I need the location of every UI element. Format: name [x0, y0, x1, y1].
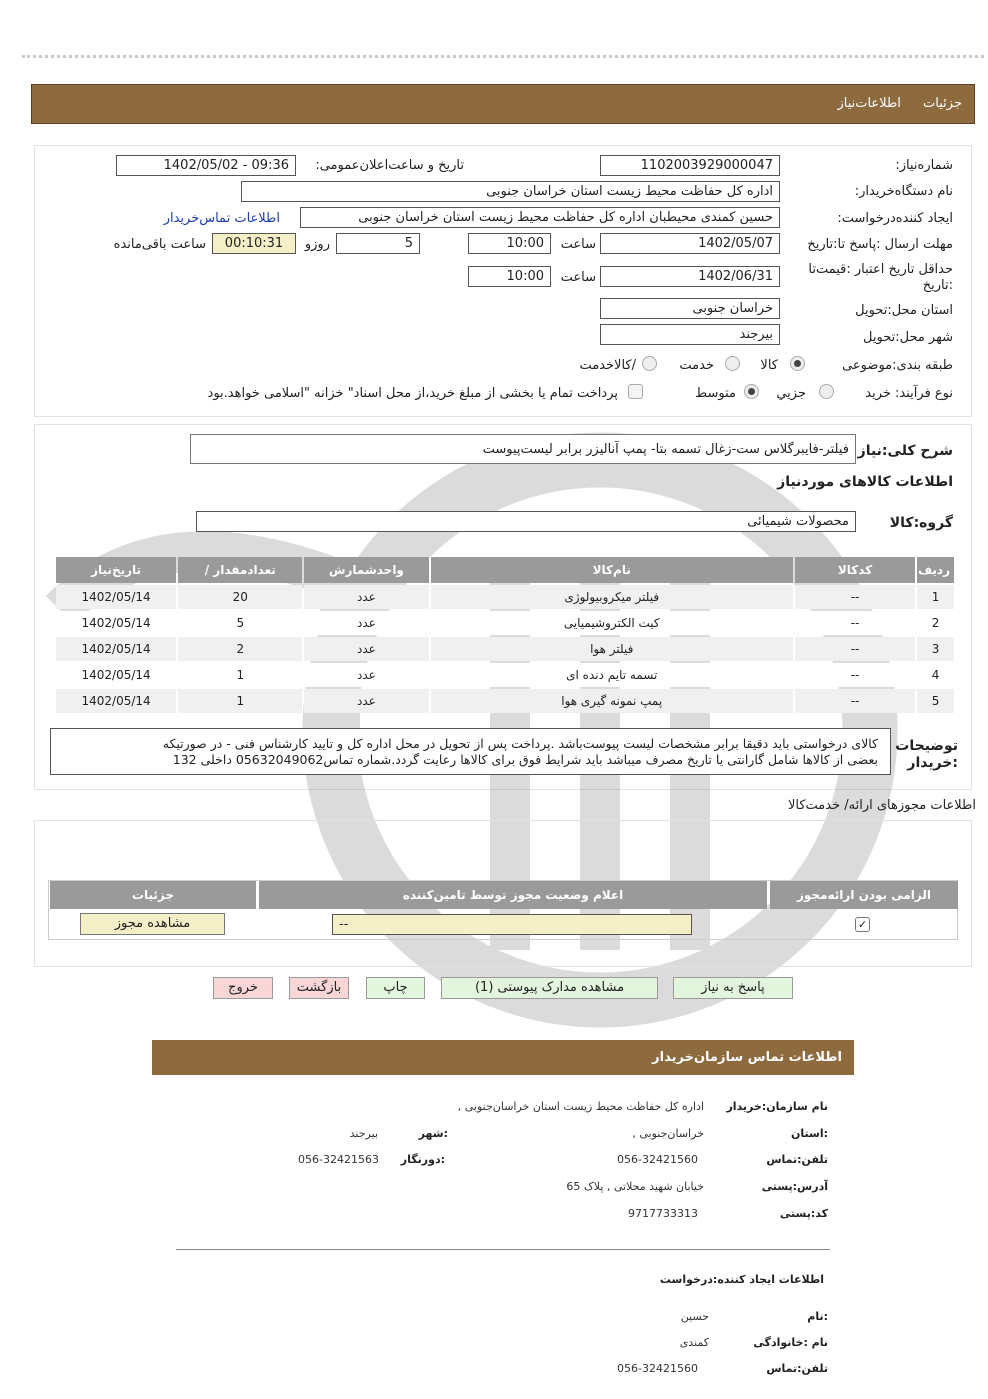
contact-org-value: اداره کل حفاظت محیط زیست استان خراسان‌جنوبی ,: [457, 1100, 704, 1113]
treasury-payment-checkbox[interactable]: [628, 384, 643, 399]
cell-date: 1402/05/14: [56, 637, 176, 661]
province-label: استان محل:تحویل: [855, 303, 953, 318]
contact-city-label: :شهر: [418, 1127, 448, 1140]
col-row: ردیف: [917, 557, 954, 583]
buyer-notes-line-1: کالای درخواستی باید دقیقا برابر مشخصات لیست پیوست‌باشد .پرداخت پس از تحویل در محل اداره کل و تایید کارشناس فنی - در صورتیکه: [162, 736, 878, 751]
creator-label: ایجاد کننده‌درخواست:: [837, 211, 953, 226]
days-label: روزو: [304, 237, 330, 252]
cell-unit: عدد: [304, 689, 428, 713]
goods-info-title: اطلاعات کالاهای موردنیاز: [777, 474, 953, 490]
announce-label: تاریخ و ساعت‌اعلان‌عمومی:: [315, 158, 464, 173]
contact-postal-label: کد:پستی: [779, 1207, 828, 1220]
contact-province-label: :استان: [791, 1127, 828, 1140]
permit-status-field: --: [332, 914, 692, 935]
cell-quantity: 2: [178, 637, 302, 661]
category-goods-service-label: /کالاخدمت: [579, 358, 636, 373]
category-service-label: خدمت: [679, 358, 714, 373]
cell-quantity: 1: [178, 689, 302, 713]
cell-row: 2: [917, 611, 954, 635]
creator-family-value: کمندی: [679, 1336, 709, 1349]
cell-quantity: 5: [178, 611, 302, 635]
process-small-radio[interactable]: [819, 384, 834, 399]
cell-code: --: [795, 585, 915, 609]
buyer-contact-link[interactable]: اطلاعات تماس‌خریدار: [163, 211, 280, 226]
cell-name: تسمه تایم دنده ای: [431, 663, 793, 687]
contact-divider: [176, 1249, 830, 1250]
table-row: [56, 689, 954, 713]
creator-phone-label: تلفن:تماس: [766, 1362, 828, 1375]
contact-org-label: نام سازمان:خریدار: [726, 1100, 828, 1113]
creator-field: حسین کمندی محیطبان اداره کل حفاظت محیط زیست استان خراسان جنوبی: [300, 207, 780, 228]
process-medium-radio[interactable]: [744, 384, 759, 399]
validity-time-label: ساعت: [560, 270, 596, 285]
permits-col-status: اعلام وضعیت مجوز توسط تامین‌کننده: [259, 881, 767, 909]
col-unit: واحدشمارش: [304, 557, 428, 583]
permits-col-required: الزامی بودن ارائه‌مجوز: [770, 881, 958, 909]
process-medium-label: متوسط: [695, 386, 736, 401]
cell-date: 1402/05/14: [56, 611, 176, 635]
view-permit-button[interactable]: مشاهده مجوز: [80, 913, 225, 935]
goods-table: [54, 555, 956, 715]
cell-quantity: 20: [178, 585, 302, 609]
cell-name: پمپ نمونه گیری هوا: [431, 689, 793, 713]
permit-required-checkbox: ✓: [855, 917, 870, 932]
remaining-time-field: 00:10:31: [212, 233, 296, 254]
contact-fax-label: :دورنگار: [400, 1153, 445, 1166]
cell-row: 4: [917, 663, 954, 687]
cell-name: کیت الکتروشیمیایی: [431, 611, 793, 635]
need-number-label: شماره‌نیاز:: [895, 158, 953, 173]
validity-date-field: 1402/06/31: [600, 266, 780, 287]
deadline-date-field: 1402/05/07: [600, 233, 780, 254]
category-service-radio[interactable]: [725, 356, 740, 371]
cell-date: 1402/05/14: [56, 585, 176, 609]
col-quantity: تعدادمقدار /: [178, 557, 302, 583]
col-code: کدکالا: [795, 557, 915, 583]
process-label: نوع فرآیند: خرید: [865, 386, 953, 401]
contact-address-value: خیابان شهید محلاتی , پلاک 65: [566, 1180, 704, 1193]
buyer-contact-bar: اطلاعات تماس سازمان‌خریدار: [152, 1040, 854, 1075]
table-row: [56, 637, 954, 661]
tab-need-info[interactable]: اطلاعات‌نیاز: [837, 96, 901, 111]
print-button[interactable]: چاپ: [366, 977, 425, 999]
cell-quantity: 1: [178, 663, 302, 687]
creator-family-label: نام :خانوادگی: [753, 1336, 828, 1349]
buyer-notes-box: [50, 728, 891, 775]
cell-unit: عدد: [304, 585, 428, 609]
creator-name-label: :نام: [807, 1310, 828, 1323]
category-goods-label: کالا: [760, 358, 778, 373]
contact-phone-label: تلفن:تماس: [766, 1153, 828, 1166]
creator-section-title: اطلاعات ایجاد کننده:درخواست: [659, 1273, 824, 1286]
contact-address-label: آدرس:پستی: [761, 1180, 828, 1193]
creator-name-value: حسین: [680, 1310, 709, 1323]
creator-phone-value: 056-32421560: [617, 1362, 698, 1375]
cell-row: 3: [917, 637, 954, 661]
cell-code: --: [795, 663, 915, 687]
remaining-label: ساعت باقی‌مانده: [113, 237, 206, 252]
top-divider: [22, 55, 984, 58]
process-small-label: جزیي: [776, 386, 806, 401]
buyer-notes-label-1: توضیحات: [895, 738, 958, 754]
validity-label-1: حداقل تاریخ اعتبار :قیمت‌تا: [808, 262, 953, 277]
days-field: 5: [336, 233, 420, 254]
cell-code: --: [795, 637, 915, 661]
table-row: [56, 585, 954, 609]
contact-postal-value: 9717733313: [628, 1207, 698, 1220]
deadline-time-label: ساعت: [560, 237, 596, 252]
cell-date: 1402/05/14: [56, 689, 176, 713]
cell-code: --: [795, 689, 915, 713]
permits-col-details: جزئیات: [50, 881, 256, 909]
tab-details[interactable]: جزئیات: [923, 96, 962, 111]
cell-unit: عدد: [304, 611, 428, 635]
cell-row: 1: [917, 585, 954, 609]
need-number-field: 1102003929000047: [600, 155, 780, 176]
category-label: طبقه بندی:موضوعی: [842, 358, 953, 373]
goods-table-header: [56, 557, 954, 583]
cell-row: 5: [917, 689, 954, 713]
exit-button[interactable]: خروج: [213, 977, 273, 999]
goods-group-label: گروه:کالا: [889, 515, 953, 531]
back-button[interactable]: بازگشت: [289, 977, 349, 999]
cell-date: 1402/05/14: [56, 663, 176, 687]
col-name: نام‌کالا: [431, 557, 793, 583]
contact-phone-value: 056-32421560: [617, 1153, 698, 1166]
buyer-notes-line-2: بعضی از کالاها شامل گارانتی یا تاریخ مصرف میباشد باید شرایط فوق برای کالاها رعایت گردد.شماره تماس05632049062 داخلی 132: [172, 752, 878, 767]
cell-name: فیلتر هوا: [431, 637, 793, 661]
city-label: شهر محل:تحویل: [863, 330, 953, 345]
city-field: بیرجند: [600, 324, 780, 345]
category-goods-service-radio[interactable]: [642, 356, 657, 371]
cell-unit: عدد: [304, 637, 428, 661]
buyer-notes-label-2: :خریدار: [907, 755, 958, 771]
table-row: [56, 663, 954, 687]
buyer-org-label: نام دستگاه‌خریدار:: [854, 184, 953, 199]
cell-code: --: [795, 611, 915, 635]
treasury-payment-note: پرداخت تمام یا بخشی از مبلغ خرید،از محل اسناد" خزانه "اسلامی خواهد.بود: [207, 386, 618, 401]
category-goods-radio[interactable]: [790, 356, 805, 371]
need-summary-field: فیلتر-فایبرگلاس ست-زغال تسمه بتا- پمپ آنالیزر برابر لیست‌پیوست: [190, 434, 856, 464]
cell-unit: عدد: [304, 663, 428, 687]
validity-label-2: :تاریخ: [922, 278, 953, 293]
contact-fax-value: 056-32421563: [298, 1153, 379, 1166]
contact-province-value: خراسان‌جنوبی ,: [632, 1127, 704, 1140]
deadline-label: مهلت ارسال :پاسخ تا:تاریخ: [807, 237, 953, 252]
permits-title: اطلاعات مجوزهای ارائه/ خدمت‌کالا: [787, 798, 976, 813]
attachments-button[interactable]: مشاهده مدارک پیوستی (1): [441, 977, 658, 999]
table-row: [56, 611, 954, 635]
contact-city-value: بیرجند: [349, 1127, 378, 1140]
goods-group-field: محصولات شیمیائی: [196, 511, 856, 532]
need-summary-label: شرح کلی:نیاز: [857, 443, 953, 459]
buyer-org-field: اداره کل حفاظت محیط زیست استان خراسان جنوبی: [241, 181, 780, 202]
col-date: تاریخ‌نیاز: [56, 557, 176, 583]
permits-table: [48, 880, 958, 940]
cell-name: فیلتر میکروبیولوژی: [431, 585, 793, 609]
reply-button[interactable]: پاسخ به نیاز: [673, 977, 793, 999]
validity-time-field: 10:00: [468, 266, 551, 287]
details-header-bar: [31, 84, 975, 124]
province-field: خراسان جنوبی: [600, 298, 780, 319]
deadline-time-field: 10:00: [468, 233, 551, 254]
announce-field: 1402/05/02 - 09:36: [116, 155, 296, 176]
